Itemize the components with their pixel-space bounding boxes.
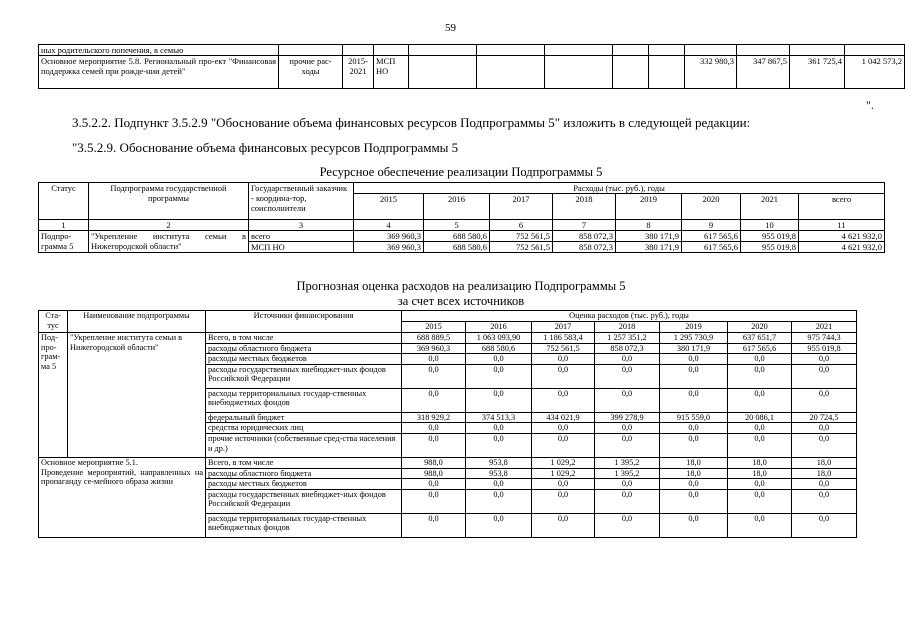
value-cell: 0,0	[728, 388, 792, 412]
header-customer: Государственный заказчик - координа-тор, соисполнители	[249, 183, 354, 220]
value-cell: 0,0	[402, 423, 466, 434]
value-cell: 380 171,9	[616, 231, 682, 242]
value-cell: 752 561,5	[490, 231, 553, 242]
year-header: всего	[799, 194, 885, 220]
value-cell: 0,0	[532, 388, 595, 412]
value-cell: 0,0	[595, 354, 660, 365]
status-cell: Под-про-грам-ма 5	[39, 333, 68, 458]
year-header: 2018	[553, 194, 616, 220]
value-cell: 0,0	[466, 364, 532, 388]
value-cell: 955 019,8	[741, 231, 799, 242]
value-cell: 915 559,0	[660, 412, 728, 423]
value-cell: 0,0	[532, 433, 595, 457]
value-cell: 858 072,3	[553, 242, 616, 253]
source-cell: расходы территориальных государ-ственных внебюджетных фондов	[206, 513, 402, 537]
value-cell: 1 042 573,2	[845, 56, 905, 89]
column-number: 3	[249, 220, 354, 231]
value-cell: 369 960,3	[402, 343, 466, 354]
year-header: 2019	[616, 194, 682, 220]
value-cell: 752 561,5	[532, 343, 595, 354]
source-cell: расходы местных бюджетов	[206, 354, 402, 365]
value-cell: 0,0	[466, 489, 532, 513]
year-header: 2020	[682, 194, 741, 220]
measure-name-cell: Основное мероприятие 5.8. Региональный про-ект "Финансовая поддержка семей при рожде-нии детей"	[39, 56, 279, 89]
value-cell: 4 621 932,0	[799, 242, 885, 253]
year-header: 2019	[660, 322, 728, 333]
table-cell: ных родительского попечения, в семью	[39, 45, 279, 56]
column-number: 6	[490, 220, 553, 231]
subprogram-name-cell: "Укрепление института семьи в Нижегородской области"	[68, 333, 206, 458]
column-number: 1	[39, 220, 89, 231]
value-cell: 374 513,3	[466, 412, 532, 423]
value-cell: 637 651,7	[728, 333, 792, 344]
value-cell: 20 724,5	[792, 412, 857, 423]
value-cell: 0,0	[402, 489, 466, 513]
value-cell: 0,0	[792, 354, 857, 365]
value-cell: 0,0	[532, 423, 595, 434]
value-cell: 955 019,8	[792, 343, 857, 354]
table2-caption-line2: за счет всех источников	[397, 294, 525, 308]
value-cell: 1 257 351,2	[595, 333, 660, 344]
value-cell: 380 171,9	[616, 242, 682, 253]
source-cell: средства юридических лиц	[206, 423, 402, 434]
source-cell: расходы местных бюджетов	[206, 479, 402, 490]
value-cell: 0,0	[660, 513, 728, 537]
value-cell: 0,0	[466, 479, 532, 490]
header-name: Наименование подпрограммы	[68, 311, 206, 333]
value-cell: 617 565,6	[682, 231, 741, 242]
year-header: 2018	[595, 322, 660, 333]
column-number: 10	[741, 220, 799, 231]
year-header: 2021	[741, 194, 799, 220]
source-cell: Всего, в том числе	[206, 333, 402, 344]
customer-cell: всего	[249, 231, 354, 242]
value-cell: 0,0	[595, 388, 660, 412]
value-cell: 0,0	[728, 479, 792, 490]
value-cell: 380 171,9	[660, 343, 728, 354]
paragraph-3-5-2-9-heading: "3.5.2.9. Обоснование объема финансовых ресурсов Подпрограммы 5	[72, 140, 459, 155]
source-cell: федеральный бюджет	[206, 412, 402, 423]
value-cell: 858 072,3	[595, 343, 660, 354]
value-cell: 0,0	[532, 489, 595, 513]
value-cell: 0,0	[595, 433, 660, 457]
measure-name-cell	[39, 457, 206, 537]
table2-caption-line1: Прогнозная оценка расходов на реализацию Подпрограммы 5	[296, 279, 626, 293]
value-cell: 0,0	[792, 433, 857, 457]
value-cell: 434 021,9	[532, 412, 595, 423]
value-cell: 988,0	[402, 457, 466, 468]
value-cell: 347 867,5	[737, 56, 790, 89]
column-number: 2	[89, 220, 249, 231]
value-cell: 399 278,9	[595, 412, 660, 423]
value-cell: 0,0	[728, 433, 792, 457]
page-number: 59	[445, 22, 456, 34]
value-cell: 0,0	[792, 479, 857, 490]
value-cell: 0,0	[660, 423, 728, 434]
value-cell: 1 029,2	[532, 457, 595, 468]
value-cell: 18,0	[728, 457, 792, 468]
column-number: 9	[682, 220, 741, 231]
value-cell: 617 565,6	[728, 343, 792, 354]
header-status: Ста-тус	[39, 311, 68, 333]
value-cell: 0,0	[728, 364, 792, 388]
value-cell: 0,0	[595, 479, 660, 490]
header-expenses: Расходы (тыс. руб.), годы	[354, 183, 885, 194]
value-cell: 369 960,3	[354, 231, 424, 242]
value-cell: 0,0	[660, 489, 728, 513]
value-cell: 318 929,2	[402, 412, 466, 423]
table-row	[39, 333, 857, 344]
value-cell: 0,0	[728, 354, 792, 365]
column-number: 11	[799, 220, 885, 231]
value-cell: 953,8	[466, 457, 532, 468]
value-cell: 1 295 730,9	[660, 333, 728, 344]
header-status: Статус	[39, 183, 89, 220]
value-cell: 0,0	[792, 423, 857, 434]
value-cell: 0,0	[532, 364, 595, 388]
source-cell: расходы государственных внебюджет-ных фондов Российской Федерации	[206, 364, 402, 388]
value-cell: 0,0	[466, 354, 532, 365]
value-cell: 1 029,2	[532, 468, 595, 479]
paragraph-3-5-2-2: 3.5.2.2. Подпункт 3.5.2.9 "Обоснование объема финансовых ресурсов Подпрограммы 5" изложить в следующей редакции:	[72, 115, 751, 130]
value-cell: 0,0	[402, 354, 466, 365]
value-cell: 1 063 093,90	[466, 333, 532, 344]
column-number: 8	[616, 220, 682, 231]
value-cell: 0,0	[792, 513, 857, 537]
value-cell: 0,0	[402, 364, 466, 388]
value-cell: 0,0	[595, 489, 660, 513]
value-cell: 0,0	[792, 364, 857, 388]
value-cell: 0,0	[728, 513, 792, 537]
closing-quote: ".	[866, 98, 874, 112]
value-cell: 688 580,6	[466, 343, 532, 354]
value-cell: 1 186 583,4	[532, 333, 595, 344]
value-cell: 0,0	[402, 388, 466, 412]
measure-title: Основное мероприятие 5.1.	[41, 457, 138, 467]
measure-description: Проведение мероприятий, направленных на пропаганду се-мейного образа жизни	[41, 467, 203, 487]
header-subprogram: Подпрограмма государственной программы	[89, 183, 249, 220]
value-cell: 988,0	[402, 468, 466, 479]
source-cell: расходы областного бюджета	[206, 343, 402, 354]
value-cell: 0,0	[466, 433, 532, 457]
column-number: 4	[354, 220, 424, 231]
value-cell: 0,0	[792, 489, 857, 513]
column-number: 5	[424, 220, 490, 231]
value-cell: 0,0	[728, 423, 792, 434]
value-cell: 0,0	[660, 388, 728, 412]
value-cell: 0,0	[532, 479, 595, 490]
year-header: 2017	[532, 322, 595, 333]
value-cell: 1 395,2	[595, 457, 660, 468]
executor-cell: МСП НО	[374, 56, 409, 89]
value-cell: 332 980,3	[685, 56, 737, 89]
value-cell: 688 889,5	[402, 333, 466, 344]
source-cell: Всего, в том числе	[206, 457, 402, 468]
value-cell: 858 072,3	[553, 231, 616, 242]
customer-cell: МСП НО	[249, 242, 354, 253]
value-cell: 617 565,6	[682, 242, 741, 253]
value-cell: 752 561,5	[490, 242, 553, 253]
value-cell: 361 725,4	[790, 56, 845, 89]
value-cell: 0,0	[402, 433, 466, 457]
continuation-table	[38, 44, 905, 89]
resource-table	[38, 182, 885, 253]
value-cell: 0,0	[595, 364, 660, 388]
value-cell: 18,0	[792, 457, 857, 468]
value-cell: 4 621 932,0	[799, 231, 885, 242]
value-cell: 688 580,6	[424, 242, 490, 253]
value-cell: 0,0	[595, 423, 660, 434]
value-cell: 0,0	[466, 513, 532, 537]
source-cell: расходы государственных внебюджет-ных фондов Российской Федерации	[206, 489, 402, 513]
forecast-table	[38, 310, 857, 538]
year-header: 2021	[792, 322, 857, 333]
value-cell: 0,0	[466, 423, 532, 434]
value-cell: 0,0	[660, 433, 728, 457]
value-cell: 18,0	[728, 468, 792, 479]
value-cell: 18,0	[660, 468, 728, 479]
value-cell: 0,0	[402, 479, 466, 490]
value-cell: 0,0	[402, 513, 466, 537]
value-cell: 953,8	[466, 468, 532, 479]
table1-caption: Ресурсное обеспечение реализации Подпрограммы 5	[319, 165, 603, 179]
table-row	[39, 457, 857, 468]
year-header: 2020	[728, 322, 792, 333]
value-cell: 18,0	[792, 468, 857, 479]
value-cell: 369 960,3	[354, 242, 424, 253]
year-header: 2016	[424, 194, 490, 220]
value-cell: 0,0	[466, 388, 532, 412]
expense-category-cell: прочие рас-ходы	[279, 56, 343, 89]
value-cell: 0,0	[595, 513, 660, 537]
value-cell: 0,0	[660, 354, 728, 365]
year-header: 2016	[466, 322, 532, 333]
period-cell: 2015-2021	[343, 56, 374, 89]
value-cell: 0,0	[728, 489, 792, 513]
value-cell: 975 744,3	[792, 333, 857, 344]
year-header: 2015	[402, 322, 466, 333]
year-header: 2017	[490, 194, 553, 220]
value-cell: 0,0	[792, 388, 857, 412]
value-cell: 1 395,2	[595, 468, 660, 479]
year-header: 2015	[354, 194, 424, 220]
header-sources: Источники финансирования	[206, 311, 402, 333]
value-cell: 20 086,1	[728, 412, 792, 423]
column-number: 7	[553, 220, 616, 231]
value-cell: 0,0	[532, 513, 595, 537]
source-cell: прочие источники (собственные сред-ства населения и др.)	[206, 433, 402, 457]
status-cell: Подпро-грамма 5	[39, 231, 89, 253]
source-cell: расходы территориальных государ-ственных внебюджетных фондов	[206, 388, 402, 412]
value-cell: 0,0	[660, 364, 728, 388]
value-cell: 0,0	[660, 479, 728, 490]
value-cell: 0,0	[532, 354, 595, 365]
source-cell: расходы областного бюджета	[206, 468, 402, 479]
subprogram-name-cell: "Укрепление института семьи в Нижегородской области"	[89, 231, 249, 253]
header-estimate: Оценка расходов (тыс. руб.), годы	[402, 311, 857, 322]
value-cell: 18,0	[660, 457, 728, 468]
value-cell: 955 019,8	[741, 242, 799, 253]
value-cell: 688 580,6	[424, 231, 490, 242]
